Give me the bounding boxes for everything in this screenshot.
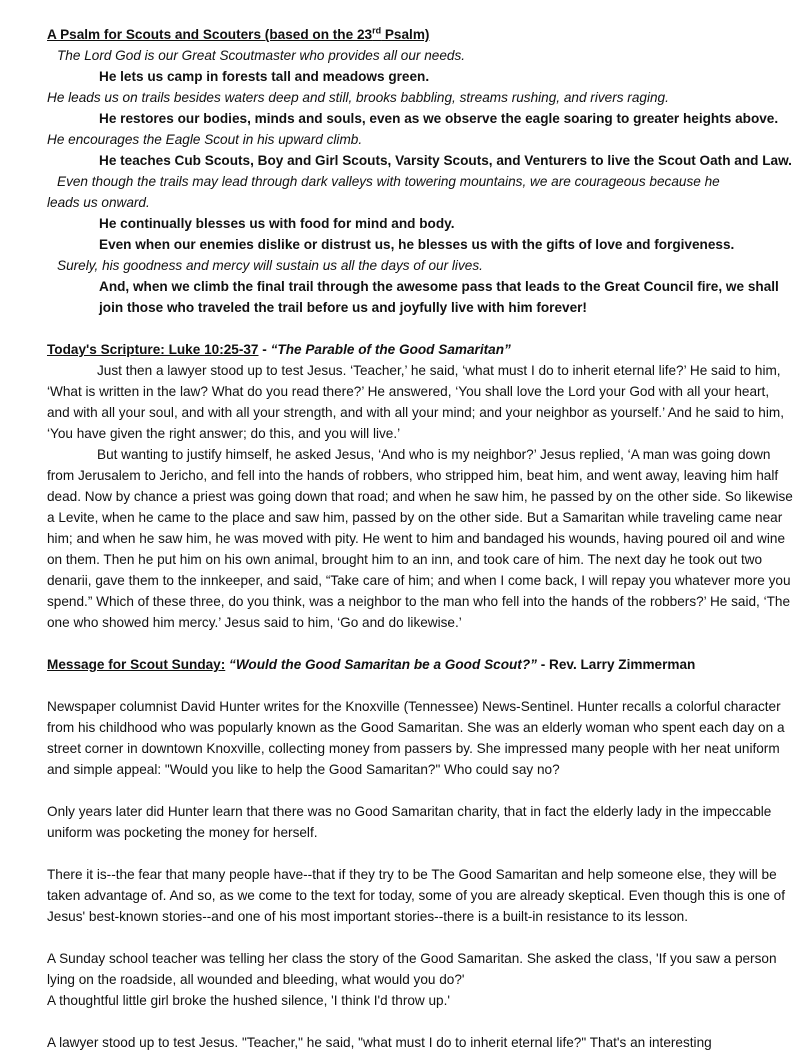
message-heading	[47, 654, 795, 675]
message-paragraph: A lawyer stood up to test Jesus. "Teacher," he said, "what must I do to inherit eternal life?" That's an interesting	[47, 1035, 712, 1050]
psalm-line: join those who traveled the trail before us and joyfully live with him forever!	[99, 300, 587, 315]
scripture-label: Today's Scripture: Luke 10:25-37	[47, 342, 259, 357]
psalm-line: He lets us camp in forests tall and meadows green.	[99, 69, 430, 84]
psalm-line: leads us onward.	[47, 195, 150, 210]
scripture-section	[47, 339, 795, 633]
message-paragraph: Newspaper columnist David Hunter writes for the Knoxville (Tennessee) News-Sentinel. Hunter recalls a colorful character from his childhood who was popularly known as the Good Samaritan. She was an elderly woman who spent each day on a street corner in downtown Knoxville, collecting money from passers by. She impressed many people with her neat uniform and simple appeal: "Would you like to help the Good Samaritan?" Who could say no?	[47, 699, 785, 777]
message-author: - Rev. Larry Zimmerman	[536, 657, 696, 672]
psalm-line: He restores our bodies, minds and souls, even as we observe the eagle soaring to greater heights above.	[99, 111, 779, 126]
psalm-line: The Lord God is our Great Scoutmaster who provides all our needs.	[57, 48, 466, 63]
psalm-line: Even though the trails may lead through dark valleys with towering mountains, we are courageous because he	[57, 174, 720, 189]
psalm-title	[47, 24, 795, 45]
psalm-line: He encourages the Eagle Scout in his upward climb.	[47, 132, 363, 147]
message-section	[47, 654, 795, 1053]
psalm-line: And, when we climb the final trail through the awesome pass that leads to the Great Council fire, we shall	[99, 279, 779, 294]
message-paragraph: A Sunday school teacher was telling her class the story of the Good Samaritan. She asked the class, 'If you saw a person lying on the roadside, all wounded and bleeding, what would you do?'	[47, 951, 777, 987]
message-paragraph: Only years later did Hunter learn that there was no Good Samaritan charity, that in fact the elderly lady in the impeccable uniform was pocketing the money for herself.	[47, 804, 772, 840]
psalm-line: He teaches Cub Scouts, Boy and Girl Scouts, Varsity Scouts, and Venturers to live the Scout Oath and Law.	[99, 153, 792, 168]
scripture-paragraph: Just then a lawyer stood up to test Jesus. ‘Teacher,’ he said, ‘what must I do to inherit eternal life?’ He said to him, ‘What is written in the law? What do you read there?’ He answered, ‘You shall love the Lord your God with all your heart, and with all your soul, and with all your strength, and with all your mind; and your neighbor as yourself.’ And he said to him, ‘You have given the right answer; do this, and you will live.’	[47, 363, 784, 441]
document-page	[47, 24, 795, 1053]
scripture-paragraph: But wanting to justify himself, he asked Jesus, ‘And who is my neighbor?’ Jesus replied, ‘A man was going down from Jerusalem to Jericho, and fell into the hands of robbers, who stripped him, beat him, and went away, leaving him half dead. Now by chance a priest was going down that road; and when he saw him, he passed by on the other side. So likewise a Levite, when he came to the place and saw him, passed by on the other side. But a Samaritan while traveling came near him; and when he saw him, he was moved with pity. He went to him and bandaged his wounds, having poured oil and wine on them. Then he put him on his own animal, brought him to an inn, and took care of him. The next day he took out two denarii, gave them to the innkeeper, and said, “Take care of him; and when I come back, I will repay you whatever more you spend.” Which of these three, do you think, was a neighbor to the man who fell into the hands of the robbers?’ He said, ‘The one who showed him mercy.’ Jesus said to him, ‘Go and do likewise.’	[47, 447, 793, 630]
message-label: Message for Scout Sunday:	[47, 657, 226, 672]
psalm-line: Even when our enemies dislike or distrust us, he blesses us with the gifts of love and forgiveness.	[99, 237, 735, 252]
psalm-line: He continually blesses us with food for mind and body.	[99, 216, 455, 231]
psalm-body	[47, 45, 795, 318]
psalm-title-end: Psalm)	[381, 27, 430, 42]
scripture-subtitle: “The Parable of the Good Samaritan”	[270, 342, 511, 357]
psalm-line: He leads us on trails besides waters deep and still, brooks babbling, streams rushing, and rivers raging.	[47, 90, 669, 105]
psalm-title-superscript: rd	[372, 25, 382, 36]
message-paragraph: A thoughtful little girl broke the hushed silence, 'I think I'd throw up.'	[47, 993, 450, 1008]
psalm-title-text: A Psalm for Scouts and Scouters (based on the 23	[47, 27, 373, 42]
scripture-dash: -	[258, 342, 271, 357]
scripture-heading	[47, 339, 795, 360]
psalm-line: Surely, his goodness and mercy will sustain us all the days of our lives.	[57, 258, 483, 273]
message-paragraph: There it is--the fear that many people have--that if they try to be The Good Samaritan and help someone else, they will be taken advantage of. And so, as we come to the text for today, some of you are already skeptical. Even though this is one of Jesus' best-known stories--and one of his most important stories--there is a built-in resistance to its lesson.	[47, 867, 786, 924]
message-subtitle: “Would the Good Samaritan be a Good Scout?”	[225, 657, 537, 672]
